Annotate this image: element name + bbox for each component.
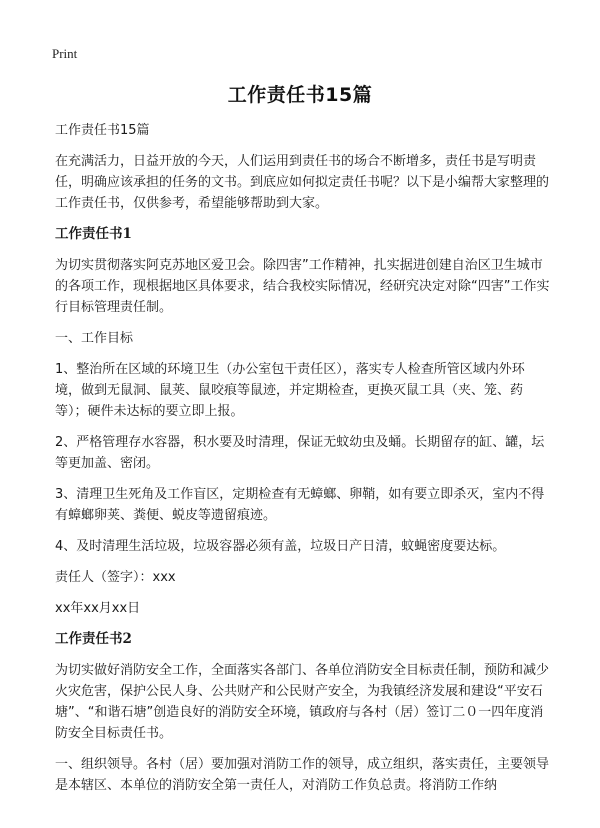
section-1-paragraph: 3、清理卫生死角及工作盲区，定期检查有无蟑螂、卵鞘，如有要立即杀灭，室内不得有蟑螂卵荚、粪便、蜕皮等遗留痕迹。 bbox=[55, 487, 545, 523]
intro-paragraph: 在充满活力，日益开放的今天，人们运用到责任书的场合不断增多，责任书是写明责任，明确应该承担的任务的文书。到底应如何拟定责任书呢？以下是小编帮大家整理的工作责任书，仅供参考，希望能够帮助到大家。 bbox=[55, 154, 550, 211]
section-1-paragraph: 2、严格管理存水容器，积水要及时清理，保证无蚊幼虫及蛹。长期留存的缸、罐，坛等更加盖、密闭。 bbox=[55, 435, 545, 471]
print-label: Print bbox=[52, 46, 78, 61]
section-1-paragraph: 一、工作目标 bbox=[55, 331, 134, 346]
section-2-heading: 工作责任书2 bbox=[55, 631, 132, 647]
section-2-paragraph: 为切实做好消防安全工作，全面落实各部门、各单位消防安全目标责任制，预防和减少火灾危害，保护公民人身、公共财产和公民财产安全，为我镇经济发展和建设“平安石塘”、“和谐石塘”创造良好的消防安全环境，镇政府与各村（居）签订二０一四年度消防安全目标责任书。 bbox=[55, 663, 550, 741]
section-1-heading: 工作责任书1 bbox=[55, 226, 132, 242]
section-1-paragraph: 1、整治所在区域的环境卫生（办公室包干责任区），落实专人检查所管区域内外环境，做到无鼠洞、鼠荚、鼠咬痕等鼠迹，并定期检查，更换灭鼠工具（夹、笼、药等）；硬件未达标的要立即上报。 bbox=[55, 362, 525, 419]
document-subtitle: 工作责任书15篇 bbox=[55, 123, 150, 138]
page-title: 工作责任书15篇 bbox=[227, 84, 373, 106]
date-line: xx年xx月xx日 bbox=[55, 601, 141, 616]
section-1-paragraph: 为切实贯彻落实阿克苏地区爱卫会。除四害”工作精神，扎实据进创建自治区卫生城市的各项工作，现根据地区具体要求，结合我校实际情况，经研究决定对除“四害”工作实行目标管理责任制。 bbox=[55, 258, 550, 315]
section-1-paragraph: 4、及时清理生活垃圾，垃圾容器必须有盖，垃圾日产日清，蚊蝇密度要达标。 bbox=[55, 539, 506, 554]
document-body bbox=[55, 120, 550, 804]
signature-line: 责任人（签字）：xxx bbox=[55, 570, 176, 585]
section-2-paragraph: 一、组织领导。各村（居）要加强对消防工作的领导，成立组织，落实责任，主要领导是本辖区、本单位的消防安全第一责任人，对消防工作负总责。将消防工作纳 bbox=[55, 757, 550, 793]
